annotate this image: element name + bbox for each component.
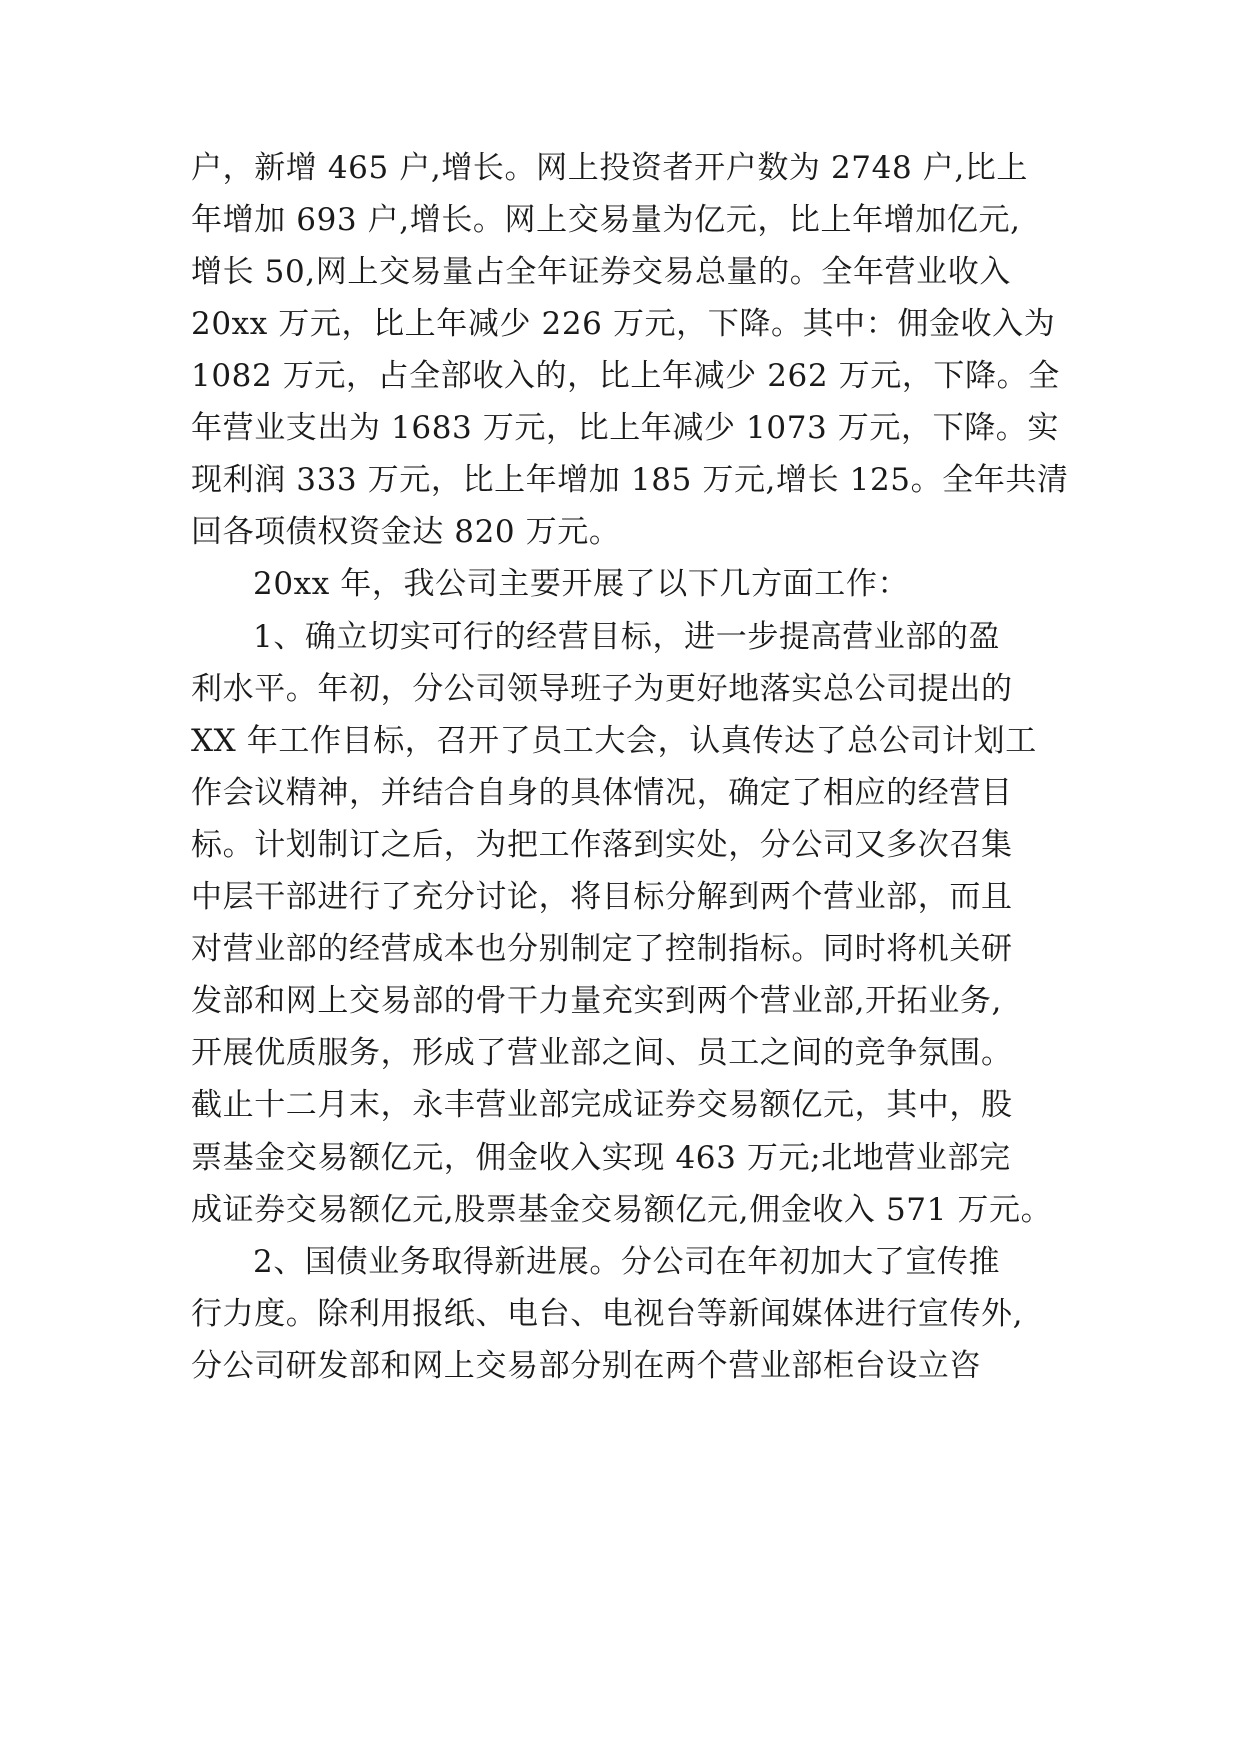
text-line: 1082 万元，占全部收入的，比上年减少 262 万元，下降。全	[191, 358, 1060, 394]
text-line: 截止十二月末，永丰营业部完成证券交易额亿元，其中，股	[191, 1087, 1013, 1123]
section-1-first-line: 1、确立切实可行的经营目标，进一步提高营业部的盈	[253, 619, 1001, 655]
text-line: 开展优质服务，形成了营业部之间、员工之间的竞争氛围。	[191, 1035, 1013, 1071]
text-line: 分公司研发部和网上交易部分别在两个营业部柜台设立咨	[191, 1348, 981, 1384]
text-line: 作会议精神，并结合自身的具体情况，确定了相应的经营目	[191, 775, 1013, 811]
text-line: 20xx 万元，比上年减少 226 万元，下降。其中：佣金收入为	[191, 306, 1056, 342]
text-line: 票基金交易额亿元，佣金收入实现 463 万元;北地营业部完	[191, 1140, 1011, 1176]
text-line: 增长 50,网上交易量占全年证券交易总量的。全年营业收入	[191, 254, 1011, 290]
text-line: 中层干部进行了充分讨论，将目标分解到两个营业部，而且	[191, 879, 1013, 915]
text-line: 户，新增 465 户,增长。网上投资者开户数为 2748 户,比上	[191, 150, 1028, 186]
text-line: 现利润 333 万元，比上年增加 185 万元,增长 125。全年共清	[191, 462, 1069, 498]
text-line: XX 年工作目标，召开了员工大会，认真传达了总公司计划工	[191, 723, 1037, 759]
paragraph-heading-line: 20xx 年，我公司主要开展了以下几方面工作：	[253, 566, 910, 602]
text-line: 年营业支出为 1683 万元，比上年减少 1073 万元，下降。实	[191, 410, 1059, 446]
text-line: 成证券交易额亿元,股票基金交易额亿元,佣金收入 571 万元。	[191, 1192, 1053, 1228]
text-line: 行力度。除利用报纸、电台、电视台等新闻媒体进行宣传外,	[191, 1296, 1024, 1332]
text-line: 年增加 693 户,增长。网上交易量为亿元，比上年增加亿元,	[191, 202, 1021, 238]
section-2-first-line: 2、国债业务取得新进展。分公司在年初加大了宣传推	[253, 1244, 1001, 1280]
text-line: 回各项债权资金达 820 万元。	[191, 514, 621, 550]
text-line: 对营业部的经营成本也分别制定了控制指标。同时将机关研	[191, 931, 1013, 967]
text-line: 标。计划制订之后，为把工作落到实处，分公司又多次召集	[191, 827, 1013, 863]
text-line: 发部和网上交易部的骨干力量充实到两个营业部,开拓业务,	[191, 983, 1002, 1019]
text-line: 利水平。年初，分公司领导班子为更好地落实总公司提出的	[191, 671, 1013, 707]
